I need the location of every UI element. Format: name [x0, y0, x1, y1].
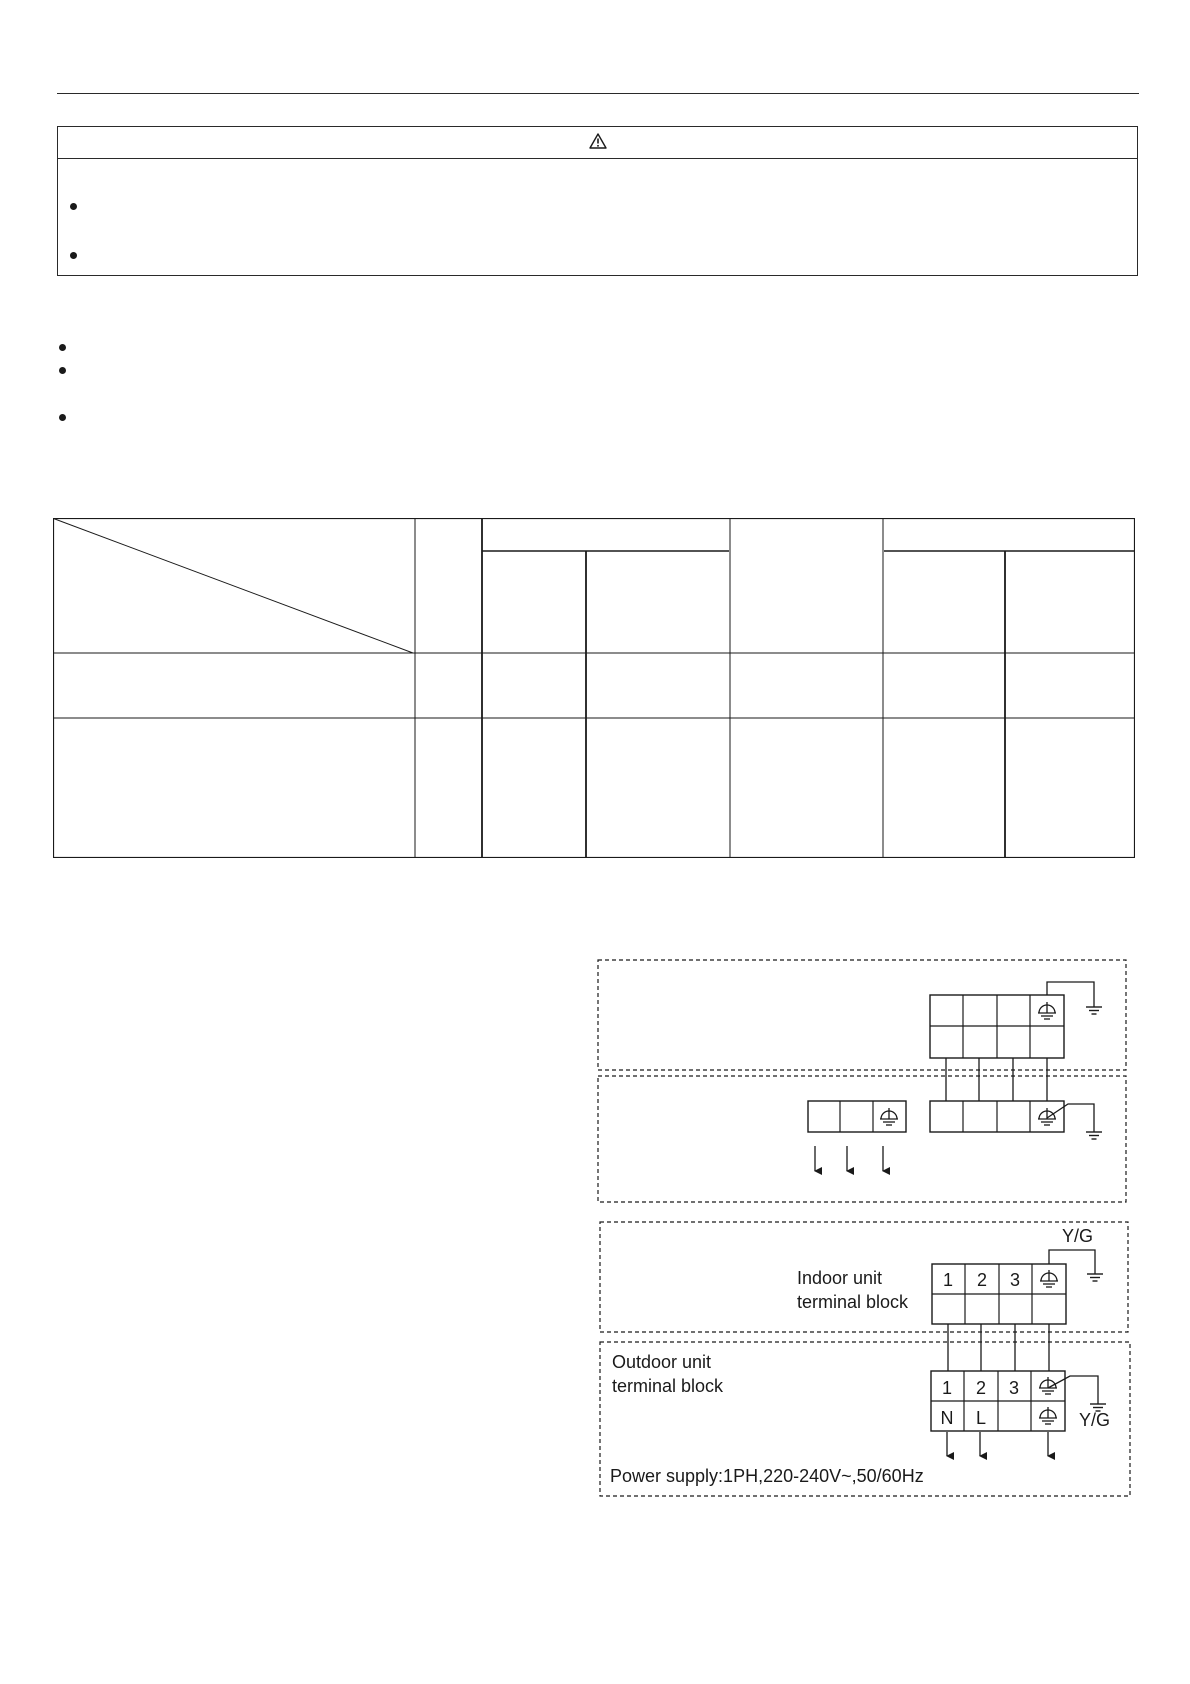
earth-ground-icon [1087, 1266, 1103, 1281]
warning-header [58, 127, 1137, 159]
wiring-diagram-plain [598, 960, 1126, 1202]
outdoor-terminal-1: 1 [941, 1378, 953, 1398]
yg-label-top: Y/G [1062, 1226, 1094, 1246]
wiring-diagram-labeled [600, 1222, 1130, 1496]
earth-terminal-icon [1039, 1407, 1057, 1424]
earth-ground-icon [1086, 1124, 1102, 1139]
indoor-label-line2: terminal block [797, 1292, 909, 1312]
warning-bullet-2 [70, 252, 77, 259]
outdoor-terminal-2: 2 [975, 1378, 987, 1398]
outdoor-terminal-n: N [940, 1408, 954, 1428]
table-frame [54, 519, 1135, 858]
outdoor-label-line1: Outdoor unit [612, 1352, 712, 1372]
spec-table [53, 518, 1135, 858]
earth-terminal-icon [880, 1108, 898, 1125]
warning-bullet-1 [70, 203, 77, 210]
earth-terminal-icon [1040, 1270, 1058, 1287]
yg-label-bottom: Y/G [1079, 1410, 1111, 1430]
warning-triangle-icon [589, 133, 607, 149]
indoor-terminal-1: 1 [942, 1270, 954, 1290]
outdoor-terminal-l: L [975, 1408, 987, 1428]
outdoor-terminal-3: 3 [1008, 1378, 1020, 1398]
indoor-dashed-box [598, 960, 1126, 1070]
indoor-label-line1: Indoor unit [797, 1268, 883, 1288]
earth-terminal-icon [1039, 1377, 1057, 1394]
earth-terminal-icon [1038, 1108, 1056, 1125]
indoor-terminal-3: 3 [1009, 1270, 1021, 1290]
wiring-diagrams [596, 958, 1136, 1528]
body-bullet-2 [59, 367, 66, 374]
header-rule [57, 93, 1139, 94]
body-bullet-3 [59, 414, 66, 421]
outdoor-label-line2: terminal block [612, 1376, 724, 1396]
earth-ground-icon [1090, 1396, 1106, 1411]
table-corner-diagonal [54, 519, 414, 654]
earth-terminal-icon [1038, 1002, 1056, 1019]
indoor-terminal-2: 2 [976, 1270, 988, 1290]
body-bullet-1 [59, 344, 66, 351]
warning-box [57, 126, 1138, 276]
earth-ground-icon [1086, 999, 1102, 1014]
power-supply-label: Power supply:1PH,220-240V~,50/60Hz [610, 1466, 924, 1486]
